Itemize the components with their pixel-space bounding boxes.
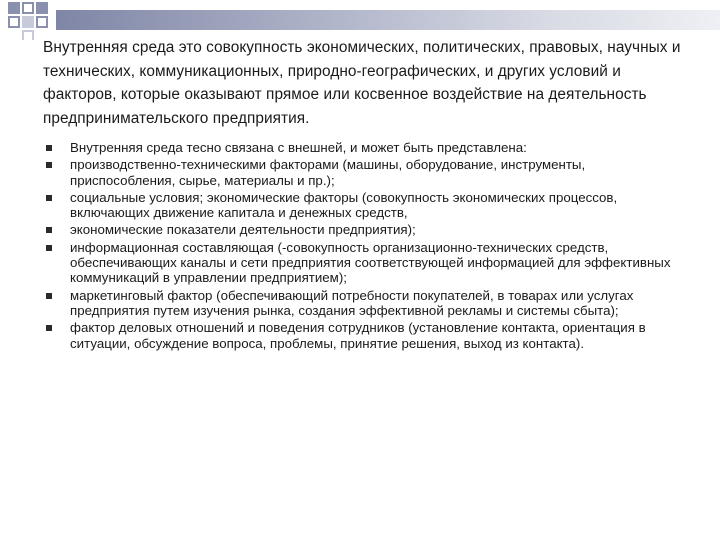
- list-item: [43, 240, 683, 286]
- square-bullet-icon: [46, 227, 52, 233]
- list-item-text: социальные условия; экономические факторы (совокупность экономических процессов, включающих движение капитала и денежных средств,: [70, 189, 618, 221]
- list-item-text: маркетинговый фактор (обеспечивающий потребности покупателей, в товарах или услугах предприятия путем изучения рынка, создания эффективной рекламы и системы сбыта);: [70, 287, 634, 318]
- decor-square: [36, 16, 48, 28]
- list-item: [43, 190, 683, 221]
- list-item: [43, 222, 683, 237]
- square-bullet-icon: [46, 325, 52, 331]
- decor-square: [8, 2, 20, 14]
- slide-heading: Внутренняя среда это совокупность экономических, политических, правовых, научных и технических, коммуникационных, природно-географических, и других условий и факторов, которые оказывают прямое или косвенное воздействие на деятельность предпринимательского предприятия.: [43, 39, 681, 127]
- square-bullet-icon: [46, 293, 52, 299]
- list-item: [43, 288, 683, 319]
- square-bullet-icon: [46, 245, 52, 251]
- slide-content: [43, 36, 683, 353]
- list-item-text: экономические показатели деятельности предприятия);: [70, 222, 416, 238]
- header-decoration: [0, 0, 720, 40]
- decor-square: [22, 2, 34, 14]
- list-item-text: информационная составляющая (-совокупность организационно-технических средств, обеспечивающих каналы и сети предприятия соответствующей информацией для эффективных коммуникаций в управлении предприятием);: [70, 239, 671, 286]
- list-item-text: Внутренняя среда тесно связана с внешней, и может быть представлена:: [70, 140, 527, 155]
- decor-square: [22, 30, 34, 40]
- decor-square: [22, 16, 34, 28]
- list-item: [43, 157, 683, 188]
- title-bar-gradient: [56, 10, 720, 30]
- decor-square: [8, 16, 20, 28]
- list-item: [43, 140, 683, 155]
- list-item: [43, 320, 683, 351]
- decor-square: [36, 2, 48, 14]
- list-item-text: производственно-техническими факторами (машины, оборудование, инструменты, приспособления, сырье, материалы и пр.);: [70, 157, 586, 188]
- list-item-text: фактор деловых отношений и поведения сотрудников (установление контакта, ориентация в ситуации, обсуждение вопроса, проблемы, принятие решения, выход из контакта).: [70, 320, 646, 351]
- square-bullet-icon: [46, 162, 52, 168]
- square-bullet-icon: [46, 195, 52, 201]
- bullet-list: [43, 140, 683, 351]
- square-bullet-icon: [46, 145, 52, 151]
